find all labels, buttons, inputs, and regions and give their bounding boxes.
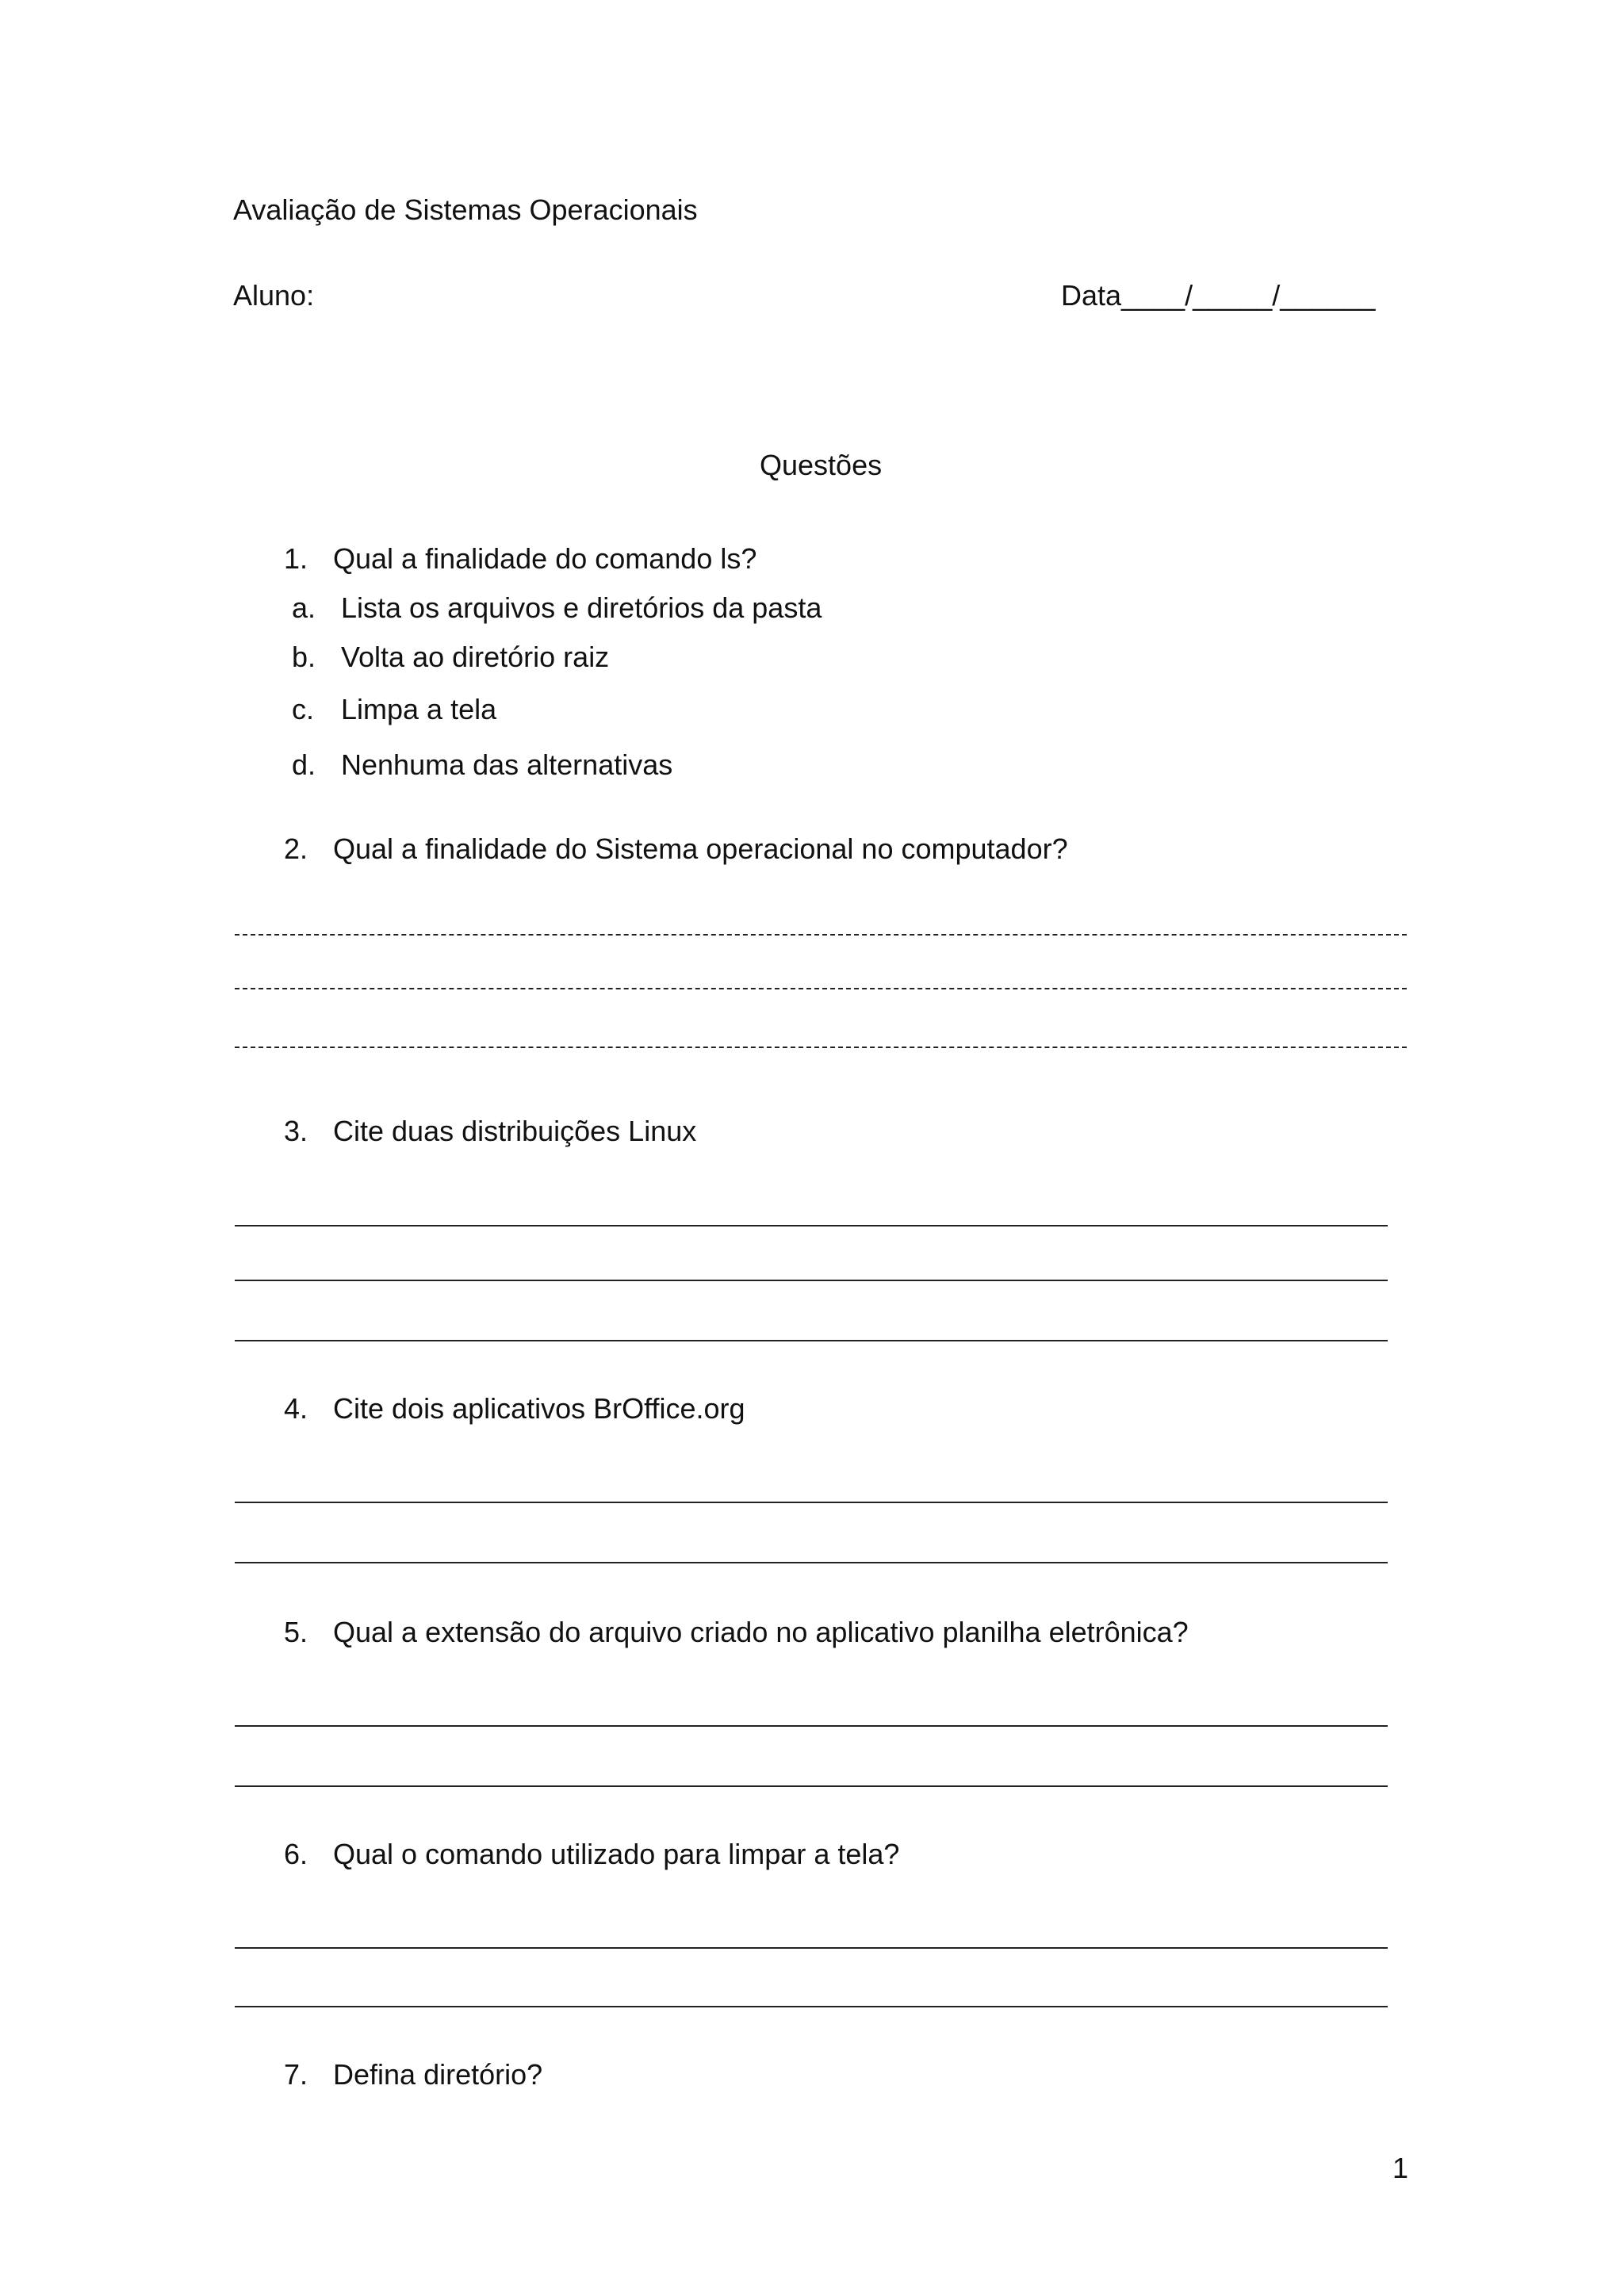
answer-line [235, 1947, 1388, 1949]
answer-line [235, 1340, 1388, 1341]
option-letter: a. [292, 591, 316, 624]
option-text: Limpa a tela [341, 693, 497, 725]
question-text: Qual a extensão do arquivo criado no aplicativo planilha eletrônica? [333, 1616, 1189, 1648]
answer-line [235, 1225, 1388, 1226]
question-number: 4. [284, 1392, 308, 1425]
question-number: 3. [284, 1115, 308, 1147]
answer-line [235, 1562, 1388, 1563]
question-number: 5. [284, 1616, 308, 1648]
answer-line [235, 1047, 1407, 1048]
question-number: 6. [284, 1838, 308, 1870]
question-text: Qual a finalidade do Sistema operacional no computador? [333, 832, 1068, 865]
question-text: Qual a finalidade do comando ls? [333, 542, 757, 575]
option-text: Nenhuma das alternativas [341, 748, 673, 781]
answer-line [235, 1725, 1388, 1727]
answer-line [235, 1280, 1388, 1281]
section-title: Questões [760, 449, 883, 481]
option-text: Volta ao diretório raiz [341, 641, 610, 673]
answer-line [235, 988, 1407, 989]
option-letter: b. [292, 641, 316, 673]
question-text: Defina diretório? [333, 2058, 543, 2091]
question-number: 2. [284, 832, 308, 865]
page-number: 1 [1392, 2152, 1409, 2184]
document-title: Avaliação de Sistemas Operacionais [233, 193, 698, 226]
answer-line [235, 934, 1407, 936]
option-letter: c. [292, 693, 315, 725]
option-letter: d. [292, 748, 316, 781]
answer-line [235, 1502, 1388, 1503]
answer-line [235, 2006, 1388, 2007]
answer-line [235, 1785, 1388, 1787]
question-number: 1. [284, 542, 308, 575]
question-text: Cite duas distribuições Linux [333, 1115, 697, 1147]
date-label: Data____/_____/______ [1061, 279, 1376, 312]
student-label: Aluno: [233, 279, 315, 312]
option-text: Lista os arquivos e diretórios da pasta [341, 591, 822, 624]
question-text: Cite dois aplicativos BrOffice.org [333, 1392, 745, 1425]
question-text: Qual o comando utilizado para limpar a tela? [333, 1838, 900, 1870]
question-number: 7. [284, 2058, 308, 2091]
